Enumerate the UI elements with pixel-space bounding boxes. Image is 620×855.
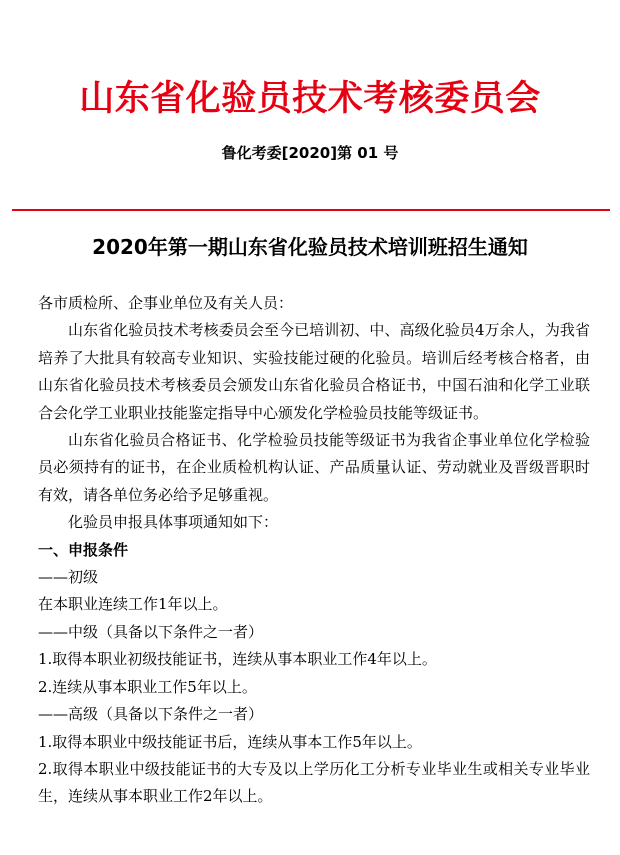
paragraph-certificates: 山东省化验员合格证书、化学检验员技能等级证书为我省企事业单位化学检验员必须持有的证书，在企业质检机构认证、产品质量认证、劳动就业及晋级晋职时有效，请各单位务必给予足够重视。: [38, 431, 590, 504]
header-divider: [12, 209, 610, 211]
paragraph-intro: 山东省化验员技术考核委员会至今已培训初、中、高级化验员4万余人，为我省培养了大批具有较高专业知识、实验技能过硬的化验员。培训后经考核合格者，由山东省化验员技术考核委员会颁发山东省化验员合格证书，中国石油和化学工业联合会化学工业职业技能鉴定指导中心颁发化学检验员技能等级证书。: [38, 321, 590, 422]
section-heading-requirements: 一、申报条件: [38, 540, 129, 559]
junior-level-label: ——初级: [38, 568, 99, 587]
intermediate-requirement-item: 1.取得本职业初级技能证书，连续从事本职业工作4年以上。: [38, 650, 437, 669]
paragraph-details-lead: 化验员申报具体事项通知如下：: [68, 513, 279, 532]
senior-level-label: ——高级（具备以下条件之一者）: [38, 705, 264, 724]
senior-requirement-item: 2.取得本职业中级技能证书的大专及以上学历化工分析专业毕业生或相关专业毕业生，连续从事本职业工作2年以上。: [38, 759, 590, 806]
org-title: 山东省化验员技术考核委员会: [79, 79, 541, 119]
notice-body: [38, 290, 590, 811]
notice-title: 2020年第一期山东省化验员技术培训班招生通知: [92, 235, 528, 259]
document-number: 鲁化考委[2020]第 01 号: [221, 144, 399, 162]
senior-requirement-item: 1.取得本职业中级技能证书后，连续从事本工作5年以上。: [38, 732, 422, 751]
intermediate-level-label: ——中级（具备以下条件之一者）: [38, 622, 264, 641]
junior-level-requirement: 在本职业连续工作1年以上。: [38, 595, 228, 614]
salutation: 各市质检所、企事业单位及有关人员：: [38, 294, 294, 312]
intermediate-requirement-item: 2.连续从事本职业工作5年以上。: [38, 677, 257, 696]
